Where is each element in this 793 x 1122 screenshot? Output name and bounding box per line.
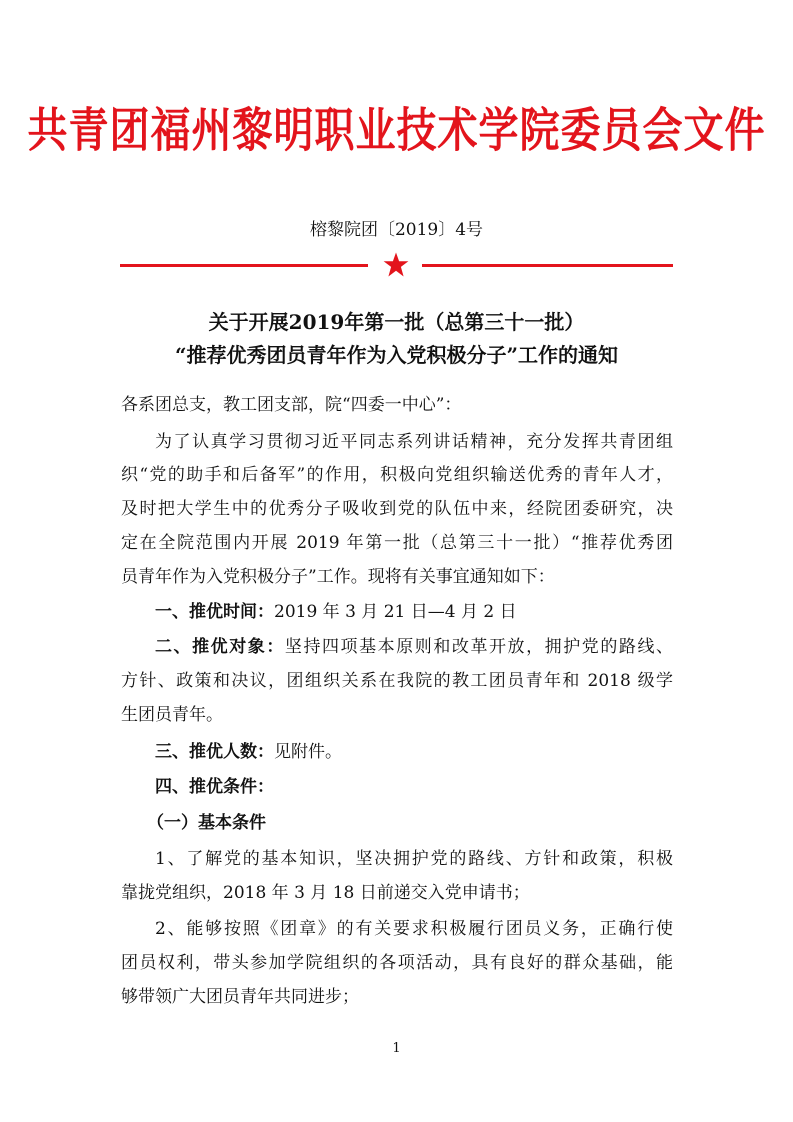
section-2-first-line: [155, 634, 673, 660]
section-3: [155, 739, 707, 765]
intro-line-5: 员青年作为入党积极分子”工作。现将有关事宜通知如下：: [121, 567, 555, 587]
condition-2-line-1: 2、能够按照《团章》的有关要求积极履行团员义务，正确行使: [155, 919, 673, 939]
notice-title-line-1: 关于开展2019年第一批（总第三十一批）: [208, 310, 585, 334]
section-2-heading: 二、推优对象：: [155, 637, 285, 657]
section-4-heading: 四、推优条件：: [155, 777, 274, 797]
section-2-text-2: 方针、政策和决议，团组织关系在我院的教工团员青年和 2018 级学: [121, 671, 673, 691]
red-divider: [120, 252, 673, 280]
section-1-heading: 一、推优时间：: [155, 602, 274, 622]
divider-right-rule: [422, 264, 673, 267]
section-2-text-3: 生团员青年。: [121, 705, 223, 725]
section-1: [155, 599, 707, 625]
intro-line-2: 织“党的助手和后备军”的作用，积极向党组织输送优秀的青年人才，: [121, 465, 673, 485]
intro-line-3: 及时把大学生中的优秀分子吸收到党的队伍中来，经院团委研究，决: [121, 499, 673, 519]
condition-2-line-2: 团员权利，带头参加学院组织的各项活动，具有良好的群众基础，能: [121, 953, 673, 973]
star-icon: [383, 252, 409, 278]
notice-title-line-2: “推荐优秀团员青年作为入党积极分子”工作的通知: [174, 343, 618, 367]
condition-2-line-3: 够带领广大团员青年共同进步；: [121, 987, 359, 1007]
document-number: 榕黎院团〔2019〕4号: [309, 220, 484, 240]
section-3-text: 见附件。: [274, 742, 342, 762]
document-masthead: 共青团福州黎明职业技术学院委员会文件: [27, 103, 766, 159]
condition-1-line-2: 靠拢党组织，2018 年 3 月 18 日前递交入党申请书；: [121, 883, 530, 903]
divider-left-rule: [120, 264, 368, 267]
intro-line-1: 为了认真学习贯彻习近平同志系列讲话精神，充分发挥共青团组: [155, 432, 673, 452]
subsection-basic-conditions: （一）基本条件: [147, 813, 266, 833]
section-1-text: 2019 年 3 月 21 日—4 月 2 日: [274, 602, 517, 622]
condition-1-line-1: 1、了解党的基本知识，坚决拥护党的路线、方针和政策，积极: [155, 849, 673, 869]
section-2-text-1: 坚持四项基本原则和改革开放，拥护党的路线、: [284, 637, 674, 657]
intro-line-4: 定在全院范围内开展 2019 年第一批（总第三十一批）“推荐优秀团: [121, 533, 673, 553]
salutation: 各系团总支，教工团支部，院“四委一中心”：: [121, 395, 462, 415]
section-3-heading: 三、推优人数：: [155, 742, 274, 762]
page-number: 1: [392, 1041, 401, 1056]
